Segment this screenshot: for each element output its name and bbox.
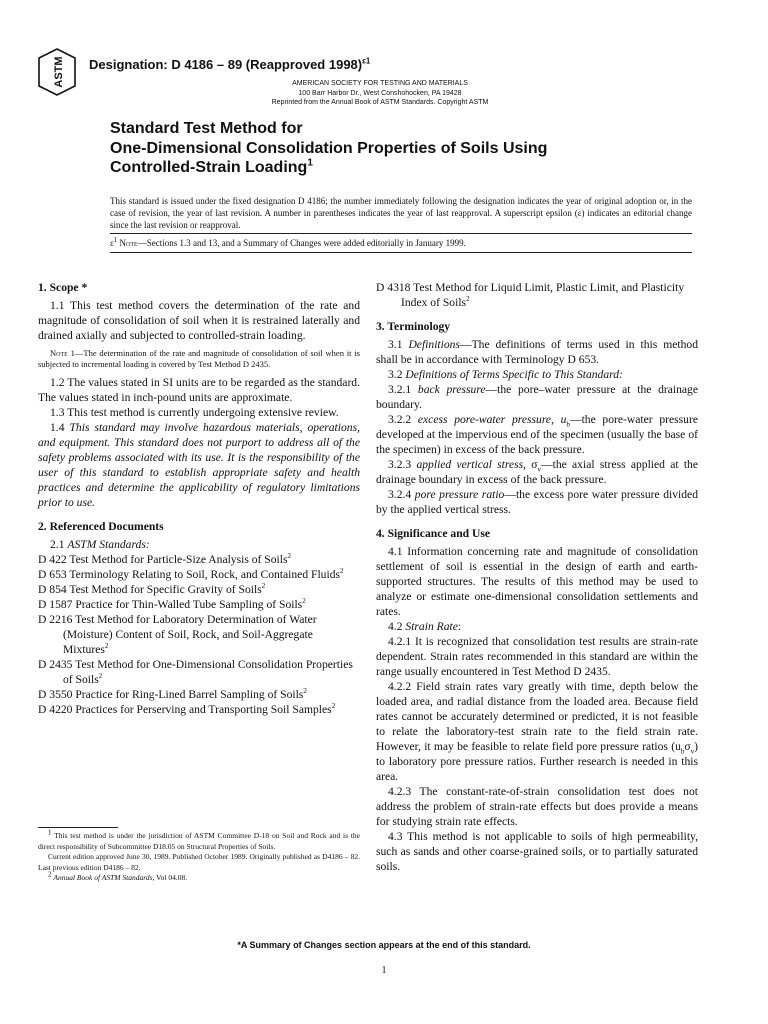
svg-text:ASTM: ASTM [53,56,65,88]
paragraph-4-2-1: 4.2.1 It is recognized that consolidation test results are strain-rate dependent. Strain rates recommended in this standard are within the range usually encountered in Test Method D 2435. [376,635,698,678]
reprint-notice: Reprinted from the Annual Book of ASTM Standards. Copyright ASTM [271,99,489,106]
reference-item: D 2435 Test Method for One-Dimensional Consolidation Properties of Soils$^2$ [38,658,353,686]
reference-item: D 3550 Practice for Ring-Lined Barrel Sampling of Soils$^2$ [38,687,307,701]
divider-bottom [110,252,692,253]
publisher-info [0,79,700,108]
reference-item: D 4318 Test Method for Liquid Limit, Plastic Limit, and Plasticity Index of Soils$^2$ [376,281,685,309]
reference-item: D 2216 Test Method for Laboratory Determination of Water (Moisture) Content of Soil, Rock, and Soil-Aggregate Mixtures$^2$ [38,613,317,656]
paragraph-4-1: 4.1 Information concerning rate and magnitude of consolidation settlement of soil is essential in the design of earth and earth-supported structures. The results of this method may be used to analyze or estimate one-dimensional consolidation settlements and rates. [376,545,698,618]
paragraph-3-2-2: 3.2.2 excess pore-water pressure, $u_b—the$ pore-water pressure developed at the impervious end of the specimen (usually the base of the specimen) in excess of the back pressure. [376,413,698,456]
footnote-1: $^1$ This test method is under the jurisdiction of ASTM Committee D-18 on Soil and Rock and is the direct responsibility of Subcommittee D18.05 on Structural Properties of Soils. [38,828,360,851]
summary-of-changes-note: *A Summary of Changes section appears at the end of this standard. [237,940,531,950]
section-heading-significance: 4. Significance and Use [376,527,491,540]
org-address: 100 Barr Harbor Dr., West Conshohocken, PA 19428 [298,89,462,97]
paragraph-4-2: 4.2 Strain Rate: [388,620,462,633]
paragraph-3-2-4: 3.2.4 pore pressure ratio—the excess pore water pressure divided by the applied vertical stress. [376,488,698,516]
paragraph-1-1: 1.1 This test method covers the determination of the rate and magnitude of consolidation of soil when it is restrained laterally and drained axially and subjected to controlled-strain loading. [38,299,360,342]
section-heading-scope: 1. Scope * [38,281,88,294]
paragraph-3-1: 3.1 Definitions—The definitions of terms used in this method shall be in accordance with Terminology D 653. [376,338,698,366]
paragraph-4-3: 4.3 This method is not applicable to soils of high permeability, such as sands and other coarse-grained soils, or to partially saturated soils. [376,830,698,873]
footnotes [38,828,360,884]
reference-item: D 4220 Practices for Perserving and Transporting Soil Samples$^2$ [38,702,336,716]
paragraph-1-3: 1.3 This test method is currently undergoing extensive review. [50,406,339,419]
editorial-note: $\varepsilon^1$ Note—Sections 1.3 and 13, and a Summary of Changes were added editorially in January 1999. [110,236,466,248]
section-heading-referenced-documents: 2. Referenced Documents [38,520,164,533]
paragraph-3-2: 3.2 Definitions of Terms Specific to This Standard: [388,368,623,381]
designation: Designation: D 4186 – 89 (Reapproved 1998)$^{\varepsilon 1}$ [89,56,371,72]
paragraph-3-2-3: 3.2.3 applied vertical stress, $\sigma_v—the$ axial stress applied at the drainage boundary in excess of the back pressure. [376,458,699,486]
document-title: Standard Test Method for One-Dimensional Consolidation Properties of Soils Using Controlled-Strain Loading$^1$ [110,120,548,176]
org-name: AMERICAN SOCIETY FOR TESTING AND MATERIALS [292,80,468,87]
divider-top [110,233,692,234]
reference-item: D 653 Terminology Relating to Soil, Rock, and Contained Fluids$^2$ [38,567,344,581]
right-column [376,280,698,874]
paragraph-1-2: 1.2 The values stated in SI units are to be regarded as the standard. The values stated in inch-pound units are approximate. [38,376,360,404]
footnote-2: $^2$ Annual Book of ASTM Standards, Vol 04.08. [48,870,188,882]
standard-intro: This standard is issued under the fixed designation D 4186; the number immediately following the designation indicates the year of original adoption or, in the case of revision, the year of last revision. A number in parentheses indicates the year of last reapproval. A superscript epsilon (ε) indicates an editorial change since the last revision or reapproval. [110,196,692,230]
paragraph-1-4: 1.4 This standard may involve hazardous materials, operations, and equipment. This standard does not purport to address all of the safety problems associated with its use. It is the responsibility of the user of this standard to establish appropriate safety and health practices and determine the applicability of regulatory limitations prior to use. [38,421,361,509]
paragraph-4-2-2: 4.2.2 Field strain rates vary greatly with time, depth below the loaded area, and radial distance from the loaded area. Because field rates cannot be accurately determined or predicted, it is not feasible to relate the laboratory-test strain rate to the field strain rate. However, it may be feasible to relate field pore pressure ratios $(u_b\sigma_v)$ to laboratory pore pressure ratios. Further research is needed in this area. [376,680,698,783]
paragraph-2-1: 2.1 ASTM Standards: [50,538,150,551]
reference-item: D 422 Test Method for Particle-Size Analysis of Soils$^2$ [38,552,292,566]
paragraph-4-2-3: 4.2.3 The constant-rate-of-strain consolidation test does not address the problem of strain-rate effects but does provide a means for studying strain rate effects. [376,785,698,828]
section-heading-terminology: 3. Terminology [376,320,451,333]
page-number: 1 [381,965,387,976]
reference-item: D 1587 Practice for Thin-Walled Tube Sampling of Soils$^2$ [38,597,306,611]
reference-item: D 854 Test Method for Specific Gravity of Soils$^2$ [38,582,266,596]
footnote-1-continued: Current edition approved June 30, 1989. Published October 1989. Originally published as D4186 – 82. Last previous edition D4186 – 82. [38,852,360,872]
paragraph-3-2-1: 3.2.1 back pressure—the pore–water pressure at the drainage boundary. [376,383,698,411]
left-column [38,280,360,717]
note-1: Note 1—The determination of the rate and magnitude of consolidation of soil when it is subjected to incremental loading is covered by Test Method D 2435. [38,348,360,369]
